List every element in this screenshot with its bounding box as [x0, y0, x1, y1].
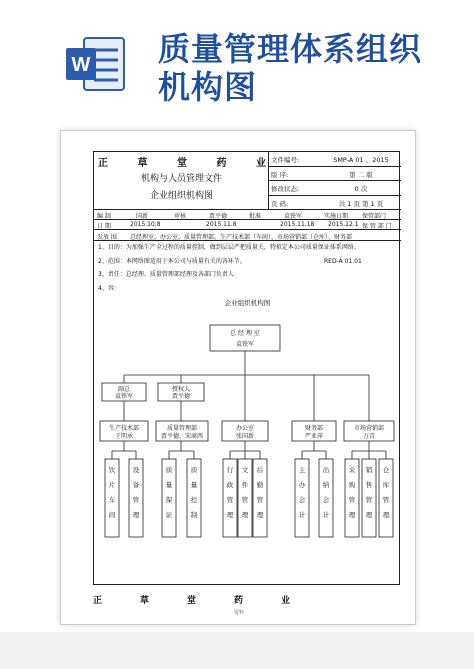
dept-finance-name: 严亚萍	[304, 433, 324, 440]
title-line-1: 质量管理体系组织	[158, 30, 423, 68]
company-char: 正	[98, 158, 108, 169]
gm-name: 袁铁军	[235, 341, 255, 348]
review-date: 2015.11.8	[206, 221, 237, 228]
dept-value: 保 管 部 门	[362, 223, 392, 230]
impl-label: 实施日期	[324, 213, 349, 220]
content-text: 4、容:	[98, 285, 116, 292]
dept-office-name: 张国新	[235, 433, 255, 440]
company-char: 堂	[177, 158, 187, 169]
subunit-label: 仓库管理	[382, 466, 390, 519]
footer-char: 草	[140, 596, 150, 606]
meta-value: 0 次	[354, 185, 368, 193]
svg-text:W: W	[71, 54, 91, 76]
meta-row	[269, 167, 401, 182]
responsibility-text: 3、责任：总经理、质量管理部经理及各部门负责人	[98, 271, 234, 278]
meta-key: 修改状态:	[271, 185, 300, 193]
vice-name: 袁铁军	[114, 393, 134, 400]
meta-value: SMP-A 01 、2015	[333, 156, 389, 164]
approve-value: 袁铁军	[284, 213, 303, 220]
subunit-label: 设备管理	[132, 466, 140, 519]
subunit-label: 文件管理	[241, 466, 249, 519]
subunit-label: 出纳会计	[322, 466, 330, 519]
meta-row	[269, 196, 401, 211]
org-chart	[94, 307, 401, 577]
document-header	[94, 152, 401, 210]
footer-company	[93, 593, 290, 606]
doc-title-2: 企业组织机构图	[149, 191, 213, 201]
dept-finance-title: 财务部	[304, 425, 324, 432]
compile-date: 2015.10.8	[130, 221, 161, 228]
subunit-label: 饮片车间	[108, 466, 116, 519]
meta-row	[269, 152, 401, 167]
subunit-label: 行政管理	[226, 466, 234, 519]
scope-text: 2、范围：本网络图适用于本公司与质量有关的各环节。	[98, 258, 246, 265]
meta-key: 页 码:	[271, 199, 289, 208]
company-name	[98, 154, 266, 169]
dept-production-title: 生产技术部	[108, 425, 140, 432]
subunit-label: 后勤管理	[256, 466, 264, 519]
vice-title: 副总	[117, 386, 131, 393]
review-value: 贾平德	[209, 213, 228, 220]
dept-office-title: 办公室	[235, 425, 255, 432]
document-frame	[93, 151, 400, 585]
bottom-strip	[0, 632, 474, 669]
approve-label: 批准	[249, 213, 262, 220]
review-label: 审核	[174, 213, 187, 220]
banner	[0, 0, 474, 120]
approve-date: 2015.11.18	[280, 221, 315, 228]
footer-char: 堂	[187, 596, 197, 606]
dept-market-title: 市场营销部	[353, 425, 385, 432]
meta-value: 共 1 页 第 1 页	[338, 199, 384, 208]
dept-production-name: 王明承	[114, 433, 134, 440]
dept-market-name: 万青	[362, 433, 376, 440]
dept-quality-name: 贾平德、宋商西	[160, 433, 204, 440]
compile-value: 国新	[136, 213, 149, 220]
subunit-label: 质量控制	[190, 466, 198, 519]
footer-char: 正	[93, 596, 103, 606]
distribution-row	[94, 230, 401, 241]
distribution-label: 发放 围	[97, 234, 117, 241]
company-char: 药	[216, 158, 227, 169]
header-title-block	[94, 152, 269, 210]
title-line-2: 机构图	[158, 68, 258, 106]
footer-char: 药	[234, 596, 244, 606]
date-row	[94, 220, 401, 230]
purpose-text: 1、目的：为加强生产全过程的质量控制，做到层层严把质量关，特拟定本公司质量保证体系网络。	[98, 244, 360, 251]
subunit-label: 主办会计	[298, 466, 306, 519]
distribution-value: 总经理室、办公室、质量管理部、生产技术部（车间）、市场营销部（仓库）、财务部	[130, 234, 353, 241]
auth-title: 授权人	[171, 386, 191, 393]
subunit-label: 质量保证	[165, 466, 173, 519]
meta-key: 版 序:	[271, 170, 289, 179]
doc-title-1: 机构与人员管理文件	[140, 174, 222, 184]
company-char: 业	[256, 158, 266, 169]
company-char: 草	[137, 158, 148, 169]
signature-row	[94, 210, 401, 220]
page-title	[158, 30, 458, 106]
dept-quality-title: 质量管理部	[166, 425, 198, 432]
meta-row	[269, 181, 401, 196]
compile-label: 编 制	[97, 213, 111, 220]
subunit-label: 销售管理	[365, 466, 373, 519]
footer-note: 资料	[233, 610, 244, 616]
header-meta-block	[269, 152, 401, 210]
doc-code: RED-A 01.01	[324, 258, 362, 265]
impl-date: 2015.12.1	[328, 221, 359, 228]
meta-key: 文件编号:	[271, 156, 300, 164]
org-chart-title: 企业组织机构图	[224, 299, 271, 307]
dept-label: 保管部门	[362, 213, 387, 220]
word-document-icon	[64, 34, 128, 94]
document-sheet	[60, 130, 416, 625]
gm-title: 总 经 理 室	[230, 330, 260, 337]
footer-char: 业	[281, 596, 291, 606]
meta-value: 第 二 版	[349, 170, 373, 179]
date-label: 日 期	[97, 223, 111, 230]
subunit-label: 采购管理	[348, 466, 356, 519]
auth-name: 贾平德	[171, 393, 191, 400]
